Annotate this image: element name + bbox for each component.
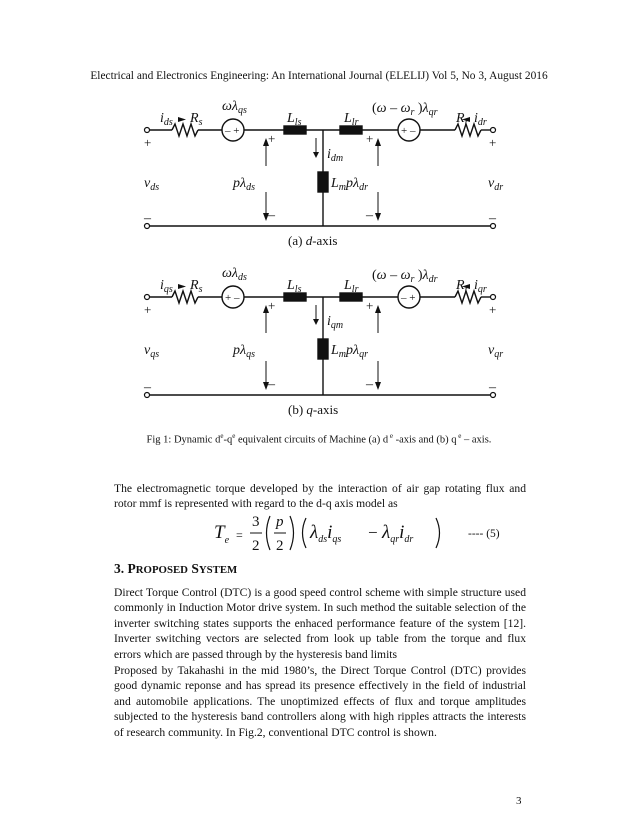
magnetizing-inductor-icon bbox=[318, 172, 328, 192]
svg-text:3: 3 bbox=[252, 514, 260, 530]
d-stator-source-label: $\omega\lambda_{qs}$ bbox=[222, 99, 247, 116]
d-stator-leakage-label: $L_{ls}$ bbox=[287, 111, 302, 128]
q-stator-flux-label: $p\lambda_{qs}$ bbox=[233, 343, 255, 360]
q-magnetizing-inductance-label: $L_m$ bbox=[331, 343, 347, 360]
svg-text:–: – bbox=[268, 208, 275, 223]
d-axis-circuit bbox=[147, 119, 493, 226]
d-magnetizing-inductance-label: $L_m$ bbox=[331, 176, 347, 193]
svg-text:+: + bbox=[489, 302, 497, 317]
q-right-current-label: $i_{qr}$ bbox=[474, 278, 487, 295]
equation-lhs: $T_e$ bbox=[214, 522, 230, 546]
q-axis-circuit bbox=[147, 286, 493, 395]
section-heading: 3. PROPOSED SYSTEM bbox=[114, 561, 238, 576]
d-magnetizing-current-label: $i_{dm}$ bbox=[327, 147, 344, 164]
source-minus-plus: – + bbox=[401, 292, 416, 304]
svg-text:+: + bbox=[268, 131, 276, 146]
svg-text:2: 2 bbox=[276, 538, 284, 554]
q-stator-source-label: $\omega\lambda_{ds}$ bbox=[222, 266, 247, 283]
source-plus-minus: + – bbox=[401, 125, 416, 137]
d-left-voltage-label: $v_{ds}$ bbox=[144, 176, 160, 193]
svg-text:–: – bbox=[268, 377, 275, 392]
magnetizing-inductor-icon bbox=[318, 339, 328, 359]
svg-text:+: + bbox=[144, 135, 152, 150]
q-left-current-label: $i_{qs}$ bbox=[160, 278, 173, 295]
d-stator-flux-label: $p\lambda_{ds}$ bbox=[233, 176, 255, 193]
q-stator-resistor-label: $R_s$ bbox=[190, 278, 203, 295]
svg-text:+: + bbox=[366, 131, 374, 146]
running-header: Electrical and Electronics Engineering: An International Journal (ELELIJ) Vol 5, No 3, August 2016 bbox=[90, 70, 548, 82]
svg-text:+: + bbox=[268, 298, 276, 313]
svg-text:–: – bbox=[489, 211, 496, 226]
q-rotor-source-label: ($\omega - \omega_r$ )$\lambda_{dr}$ bbox=[372, 268, 438, 285]
svg-text:+: + bbox=[489, 135, 497, 150]
svg-text:=: = bbox=[236, 528, 243, 542]
d-stator-resistor-label: $R_s$ bbox=[190, 111, 203, 128]
svg-text:–: – bbox=[366, 208, 373, 223]
source-plus-minus: + – bbox=[225, 292, 240, 304]
intro-paragraph: The electromagnetic torque developed by the interaction of air gap rotating flux and rotor mmf is represented with regard to the d-q axis model as bbox=[114, 482, 526, 511]
svg-text:λqridr: $\lambda_{qr}i_{dr}$ bbox=[382, 522, 414, 545]
svg-text:λdsiqs: $\lambda_{ds}i_{qs}$ bbox=[310, 522, 342, 545]
q-rotor-resistor-label: $R_r$ bbox=[456, 278, 469, 295]
svg-text:–: – bbox=[144, 380, 151, 395]
q-rotor-flux-label: $p\lambda_{qr}$ bbox=[346, 343, 368, 360]
torque-equation bbox=[200, 508, 460, 556]
q-stator-leakage-label: $L_{ls}$ bbox=[287, 278, 302, 295]
d-right-voltage-label: $v_{dr}$ bbox=[488, 176, 504, 193]
q-right-voltage-label: $v_{qr}$ bbox=[488, 343, 504, 360]
d-right-current-label: $i_{dr}$ bbox=[474, 111, 487, 128]
paragraph-dtc-history: Proposed by Takahashi in the mid 1980’s, the Direct Torque Control (DTC) provides good dynamic reponse and has spread its presence effectively in the field of industrial and automobile applications. The unoptimized effects of flux and torque amplitudes subjected to the hysteresis band controllers along with high ripples attracts the interests of research community. In Fig.2, conventional DTC control is shown. bbox=[114, 664, 526, 739]
svg-text:−: − bbox=[368, 523, 378, 542]
svg-text:p: p bbox=[276, 514, 284, 530]
figure-caption: Fig 1: Dynamic $d^e-q^e$ equivalent circuits of Machine (a) d $^e$ -axis and (b) q $^e$ – axis. bbox=[146, 432, 492, 446]
svg-text:–: – bbox=[144, 211, 151, 226]
d-rotor-resistor-label: $R_r$ bbox=[456, 111, 469, 128]
svg-text:–: – bbox=[366, 377, 373, 392]
d-left-current-label: $i_{ds}$ bbox=[160, 111, 173, 128]
q-axis-caption: (b) q-axis bbox=[288, 402, 339, 417]
d-rotor-leakage-label: $L_{lr}$ bbox=[344, 111, 359, 128]
svg-text:+: + bbox=[144, 302, 152, 317]
page-number: 3 bbox=[516, 795, 522, 807]
equation-number: ---- (5) bbox=[468, 528, 500, 540]
q-magnetizing-current-label: $i_{qm}$ bbox=[327, 314, 344, 331]
d-axis-caption: (a) d-axis bbox=[288, 233, 338, 248]
source-minus-plus: – + bbox=[225, 125, 240, 137]
q-left-voltage-label: $v_{qs}$ bbox=[144, 343, 160, 360]
d-rotor-source-label: ($\omega - \omega_r$ )$\lambda_{qr}$ bbox=[372, 101, 438, 118]
d-rotor-flux-label: $p\lambda_{dr}$ bbox=[346, 176, 368, 193]
svg-text:+: + bbox=[366, 298, 374, 313]
paragraph-dtc-intro: Direct Torque Control (DTC) is a good speed control scheme with simple structure used commonly in Induction Motor drive system. In such method the suitable selection of the inverter switching states supports the enhaced performance feature of the system [12]. Inverter switching vectors are selected from look up table from the torque and flux errors which are passed through by the hysteresis band limits bbox=[114, 586, 526, 661]
q-rotor-leakage-label: $L_{lr}$ bbox=[344, 278, 359, 295]
svg-text:–: – bbox=[489, 380, 496, 395]
svg-text:2: 2 bbox=[252, 538, 260, 554]
